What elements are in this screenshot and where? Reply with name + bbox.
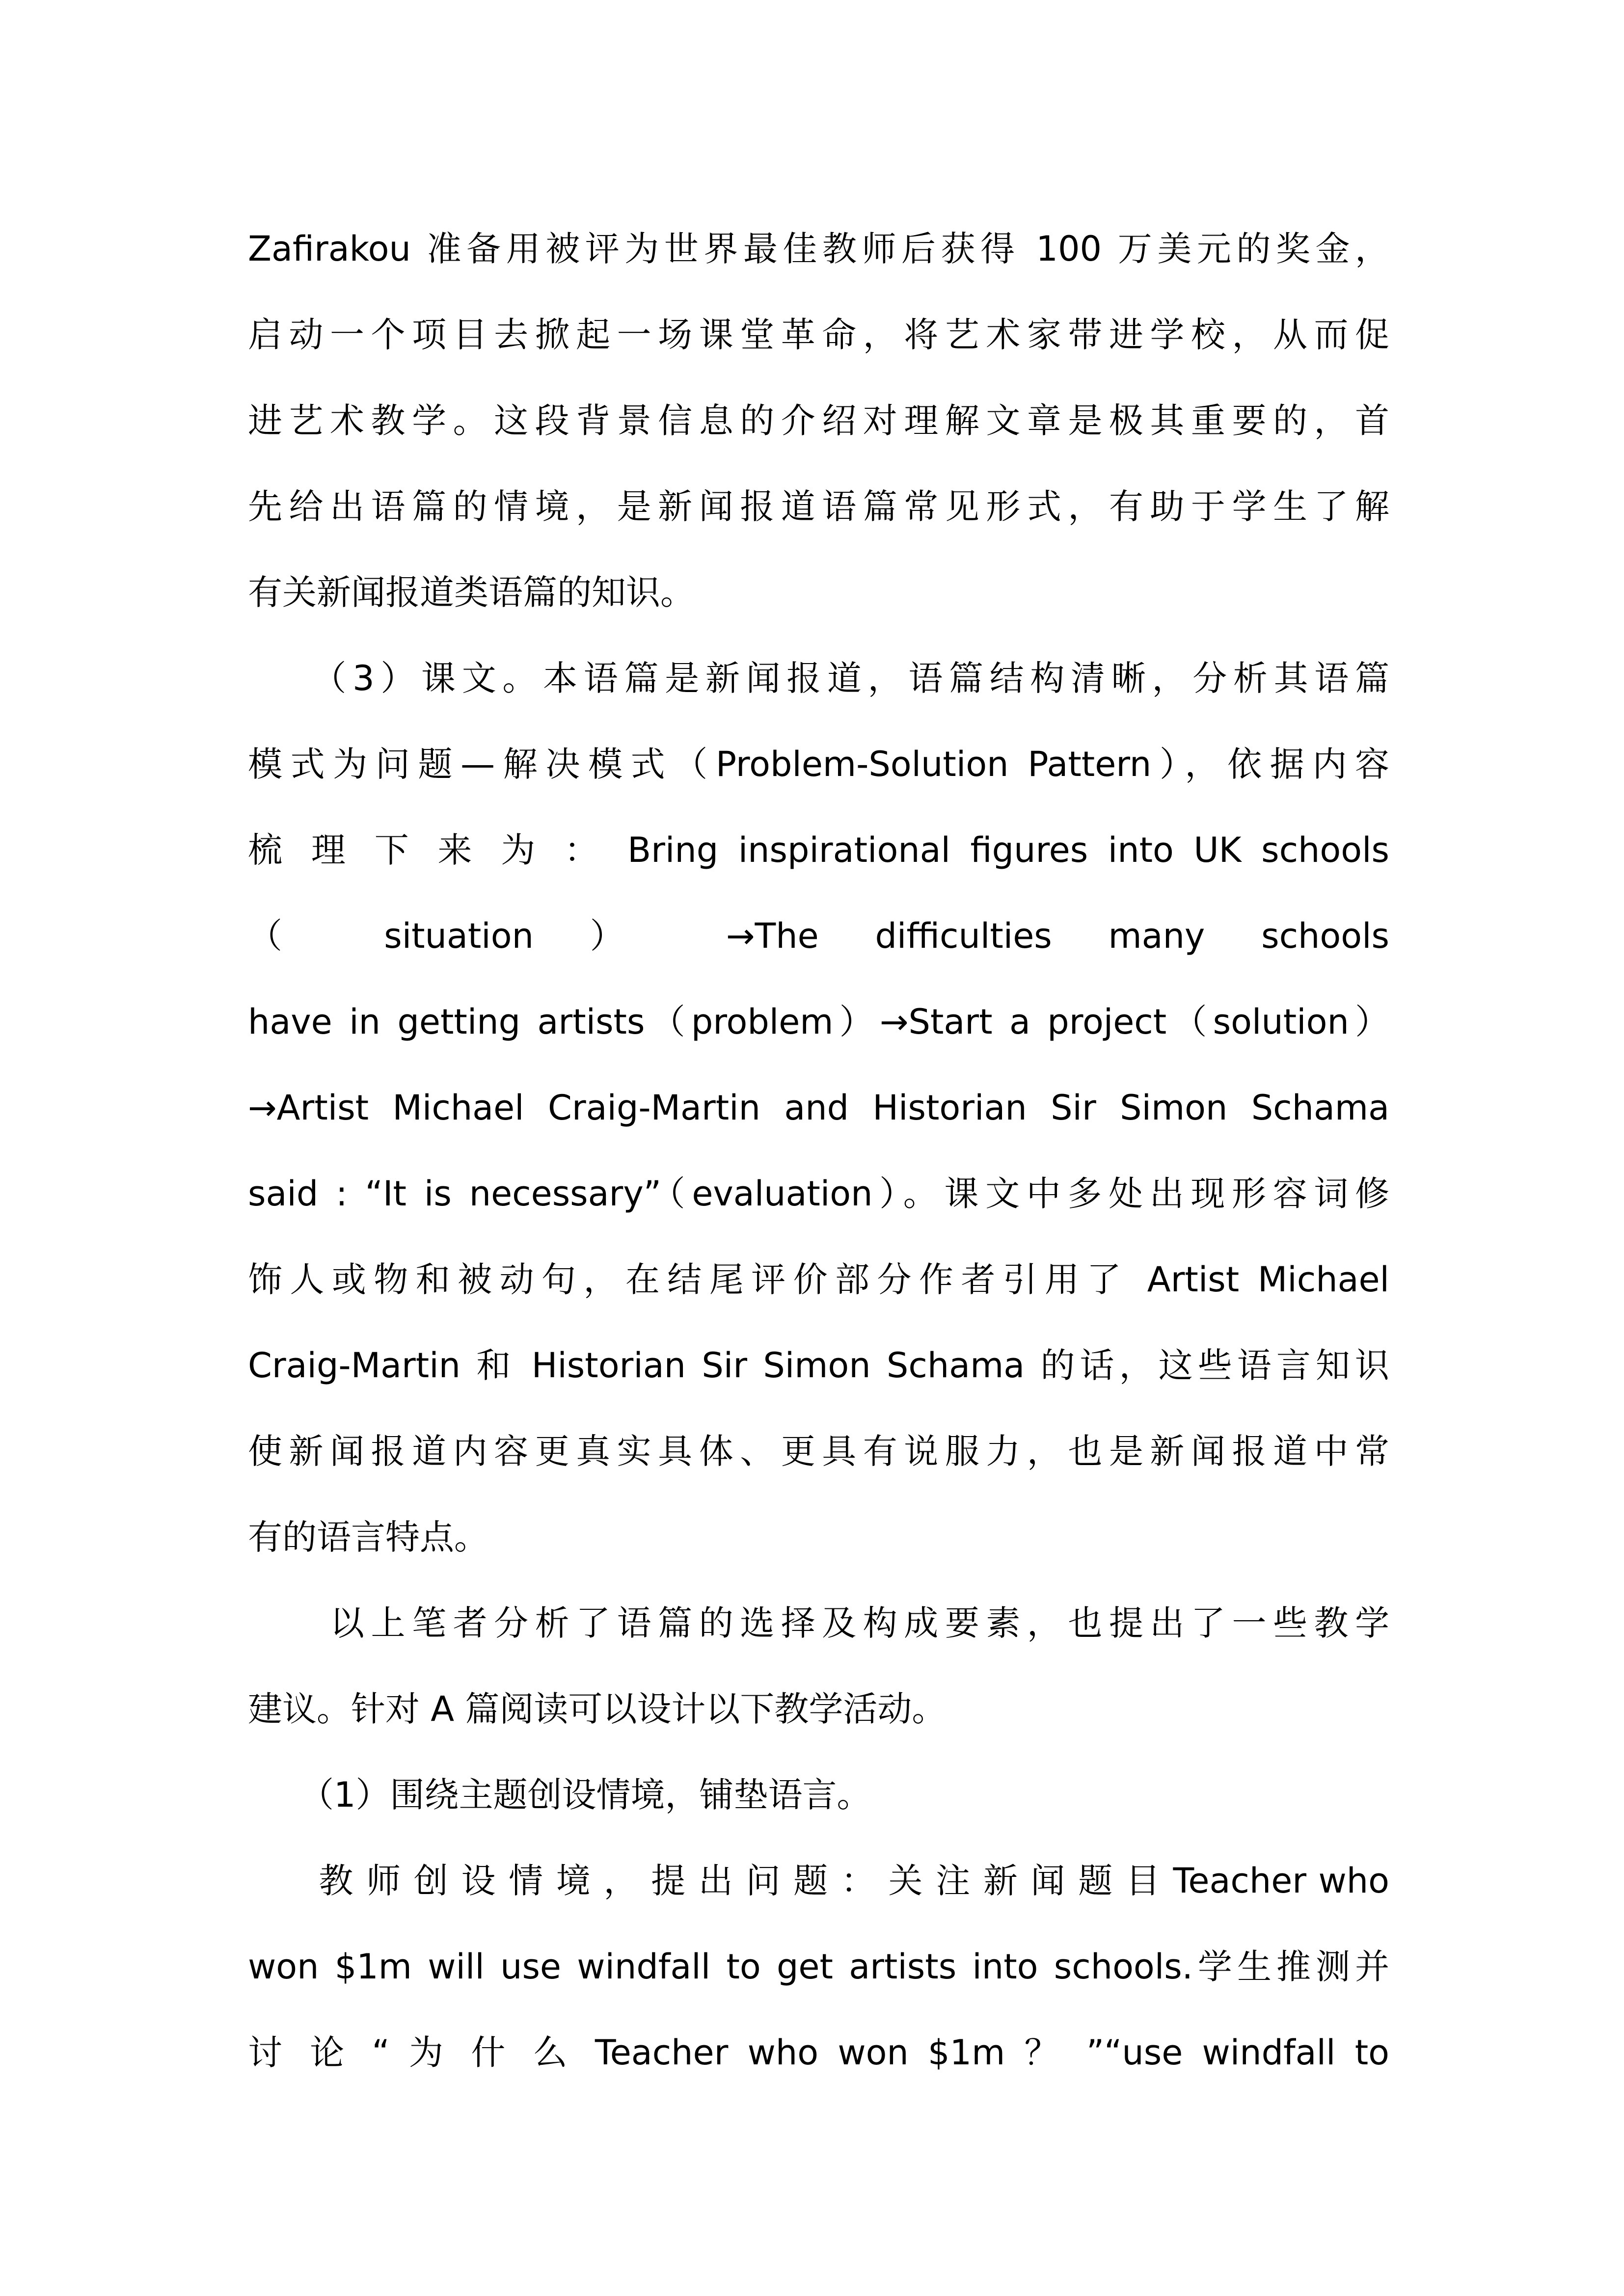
- text-line: 有关新闻报道类语篇的知识。: [248, 572, 695, 613]
- text-line: 梳 理 下 来 为 ： Bring inspirational figures into UK schools: [248, 830, 1389, 870]
- text-line: won $1m will use windfall to get artists into schools.学生推测并: [248, 1947, 1389, 1987]
- text-line: 教 师 创 设 情 境 ， 提 出 问 题 ： 关 注 新 闻 题 目 Teacher who: [248, 1861, 1389, 1901]
- document-body: [248, 206, 1389, 2096]
- text-line: said : “It is necessary”（evaluation）。课文中多处出现形容词修: [248, 1174, 1389, 1214]
- text-line: 以上笔者分析了语篇的选择及构成要素，也提出了一些教学: [248, 1603, 1389, 1643]
- text-line: 饰人或物和被动句，在结尾评价部分作者引用了 Artist Michael: [248, 1259, 1389, 1300]
- text-line: →Artist Michael Craig-Martin and Historian Sir Simon Schama: [248, 1088, 1389, 1128]
- text-line: （3）课文。本语篇是新闻报道，语篇结构清晰，分析其语篇: [248, 658, 1389, 698]
- text-line: 有的语言特点。: [248, 1517, 488, 1557]
- text-line: 使新闻报道内容更真实具体、更具有说服力，也是新闻报道中常: [248, 1431, 1389, 1471]
- text-line: 建议。针对 A 篇阅读可以设计以下教学活动。: [248, 1689, 947, 1729]
- text-line: 启动一个项目去掀起一场课堂革命，将艺术家带进学校，从而促: [248, 315, 1389, 355]
- text-line: （ situation ） →The difficulties many schools: [248, 916, 1389, 956]
- text-line: （1）围绕主题创设情境，铺垫语言。: [248, 1775, 871, 1815]
- text-line: Zafirakou 准备用被评为世界最佳教师后获得 100 万美元的奖金，: [248, 229, 1389, 269]
- text-line: 进艺术教学。这段背景信息的介绍对理解文章是极其重要的，首: [248, 400, 1389, 441]
- text-line: have in getting artists（problem）→Start a project（solution）: [248, 1002, 1389, 1042]
- text-line: 讨 论 “ 为 什 么 Teacher who won $1m ？ ”“use windfall to: [248, 2032, 1389, 2073]
- text-line: 模式为问题—解决模式（Problem-Solution Pattern），依据内容: [248, 744, 1389, 784]
- text-line: 先给出语篇的情境，是新闻报道语篇常见形式，有助于学生了解: [248, 486, 1389, 527]
- text-line: Craig-Martin 和 Historian Sir Simon Schama 的话，这些语言知识: [248, 1345, 1389, 1386]
